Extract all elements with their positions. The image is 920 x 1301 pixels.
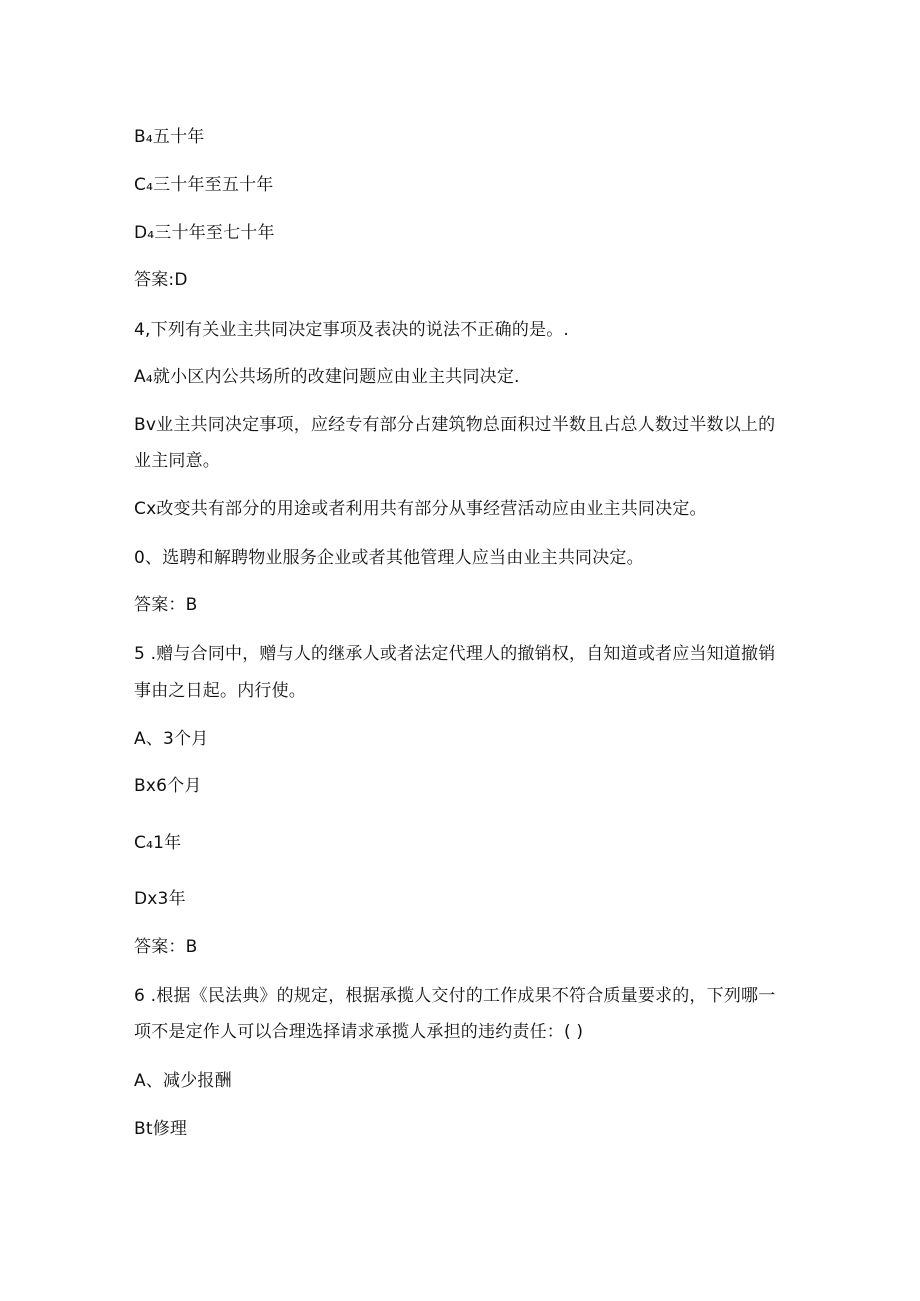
question-6-line-1: 6 .根据《民法典》的规定，根据承揽人交付的工作成果不符合质量要求的，下列哪一 <box>134 986 776 1006</box>
q4-option-b-line-1: Bv业主共同决定事项，应经专有部分占建筑物总面积过半数且占总人数过半数以上的 <box>134 415 776 435</box>
answer-q4: 答案：B <box>134 595 198 615</box>
q6-option-a: A、减少报酬 <box>134 1071 232 1091</box>
q6-option-b: Bt修理 <box>134 1119 188 1139</box>
q4-option-a: A₄就小区内公共场所的改建问题应由业主共同决定. <box>134 367 520 387</box>
q4-option-c: Cx改变共有部分的用途或者利用共有部分从事经营活动应由业主共同决定。 <box>134 499 707 519</box>
option-d-thirty-to-seventy-years: D₄三十年至七十年 <box>134 223 275 243</box>
q4-option-d: 0、选聘和解聘物业服务企业或者其他管理人应当由业主共同决定。 <box>134 548 644 568</box>
q4-option-b-line-2: 业主同意。 <box>134 451 220 471</box>
q5-option-a: A、3个月 <box>134 729 209 749</box>
question-5-line-1: 5 .赠与合同中，赠与人的继承人或者法定代理人的撤销权，自知道或者应当知道撤销 <box>134 644 776 664</box>
question-6-line-2: 项不是定作人可以合理选择请求承揽人承担的违约责任：( ) <box>134 1022 584 1042</box>
q5-option-d: Dx3年 <box>134 889 186 909</box>
option-b-fifty-years: B₄五十年 <box>134 127 205 147</box>
question-4: 4,下列有关业主共同决定事项及表决的说法不正确的是。. <box>134 320 570 340</box>
q5-option-b: Bx6个月 <box>134 776 202 796</box>
answer-q5: 答案：B <box>134 937 198 957</box>
question-5-line-2: 事由之日起。内行使。 <box>134 681 306 701</box>
answer-q3: 答案:D <box>134 270 188 290</box>
option-c-thirty-to-fifty-years: C₄三十年至五十年 <box>134 175 274 195</box>
q5-option-c: C₄1年 <box>134 833 182 853</box>
